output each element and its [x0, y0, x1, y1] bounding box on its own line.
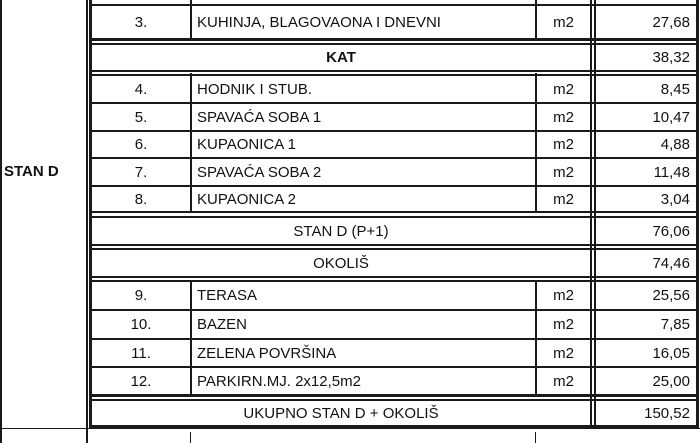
- unit-label: m2: [553, 108, 574, 126]
- area-value: 25,00: [652, 372, 690, 390]
- room-name: TERASA: [197, 287, 258, 304]
- unit-label: m2: [553, 13, 574, 31]
- unit-label: m2: [553, 344, 574, 362]
- grid-line-d: [590, 0, 592, 428]
- unit-label: m2: [553, 80, 574, 98]
- row-line: [89, 211, 699, 213]
- area-value: 7,85: [660, 316, 690, 333]
- next-row-line: [190, 432, 191, 443]
- row-number: 5.: [134, 108, 148, 126]
- row-number: 3.: [134, 13, 148, 31]
- unit-label: m2: [553, 190, 574, 208]
- row-line: [89, 276, 699, 278]
- area-value: 3,04: [660, 190, 690, 208]
- label-column-border: [86, 0, 88, 443]
- area-value: 4,88: [660, 136, 690, 153]
- row-number: 9.: [134, 287, 148, 304]
- row-line: [89, 244, 699, 246]
- unit-label: m2: [553, 316, 574, 333]
- row-number: 11.: [131, 344, 151, 362]
- area-value: 10,47: [652, 108, 690, 126]
- section-label: STAN D: [4, 163, 59, 180]
- row-number: 4.: [134, 80, 148, 98]
- room-name: BAZEN: [197, 316, 248, 333]
- total-label: UKUPNO STAN D + OKOLIŠ: [243, 404, 439, 422]
- subtotal-value: 76,06: [652, 222, 690, 240]
- unit-label: m2: [553, 136, 574, 153]
- row-line: [89, 70, 699, 72]
- subtotal-label: KAT: [326, 49, 356, 66]
- subtotal-value: 38,32: [652, 49, 690, 66]
- room-name: KUPAONICA 1: [197, 136, 296, 153]
- row-line: [89, 394, 699, 397]
- subtotal-label: STAN D (P+1): [293, 222, 389, 240]
- row-number: 10.: [130, 316, 152, 333]
- left-column-border: [0, 0, 2, 443]
- row-number: 12.: [130, 372, 152, 390]
- total-value: 150,52: [644, 404, 690, 422]
- subtotal-label: OKOLIŠ: [313, 254, 369, 272]
- area-value: 25,56: [652, 287, 690, 304]
- room-name: ZELENA POVRŠINA: [197, 344, 337, 362]
- row-line: [0, 428, 700, 429]
- grid-line-f: [696, 0, 699, 428]
- area-value: 27,68: [652, 13, 690, 31]
- area-value: 16,05: [652, 344, 690, 362]
- subtotal-value: 74,46: [652, 254, 690, 272]
- row-number: 7.: [134, 163, 148, 181]
- next-row-line: [535, 432, 536, 443]
- room-name: PARKIRN.MJ. 2x12,5m2: [197, 372, 361, 390]
- area-value: 11,48: [653, 163, 690, 181]
- unit-label: m2: [553, 163, 574, 181]
- unit-label: m2: [553, 372, 574, 390]
- room-name: SPAVAĆA SOBA 2: [197, 163, 322, 181]
- room-name: KUHINJA, BLAGOVAONA I DNEVNI: [197, 13, 441, 31]
- room-name: HODNIK I STUB.: [197, 80, 313, 98]
- room-name: SPAVAĆA SOBA 1: [197, 108, 322, 126]
- area-value: 8,45: [660, 80, 690, 98]
- room-name: KUPAONICA 2: [197, 190, 296, 208]
- row-line: [89, 38, 699, 41]
- row-number: 8.: [134, 190, 148, 208]
- unit-label: m2: [553, 287, 574, 304]
- row-number: 6.: [134, 136, 148, 153]
